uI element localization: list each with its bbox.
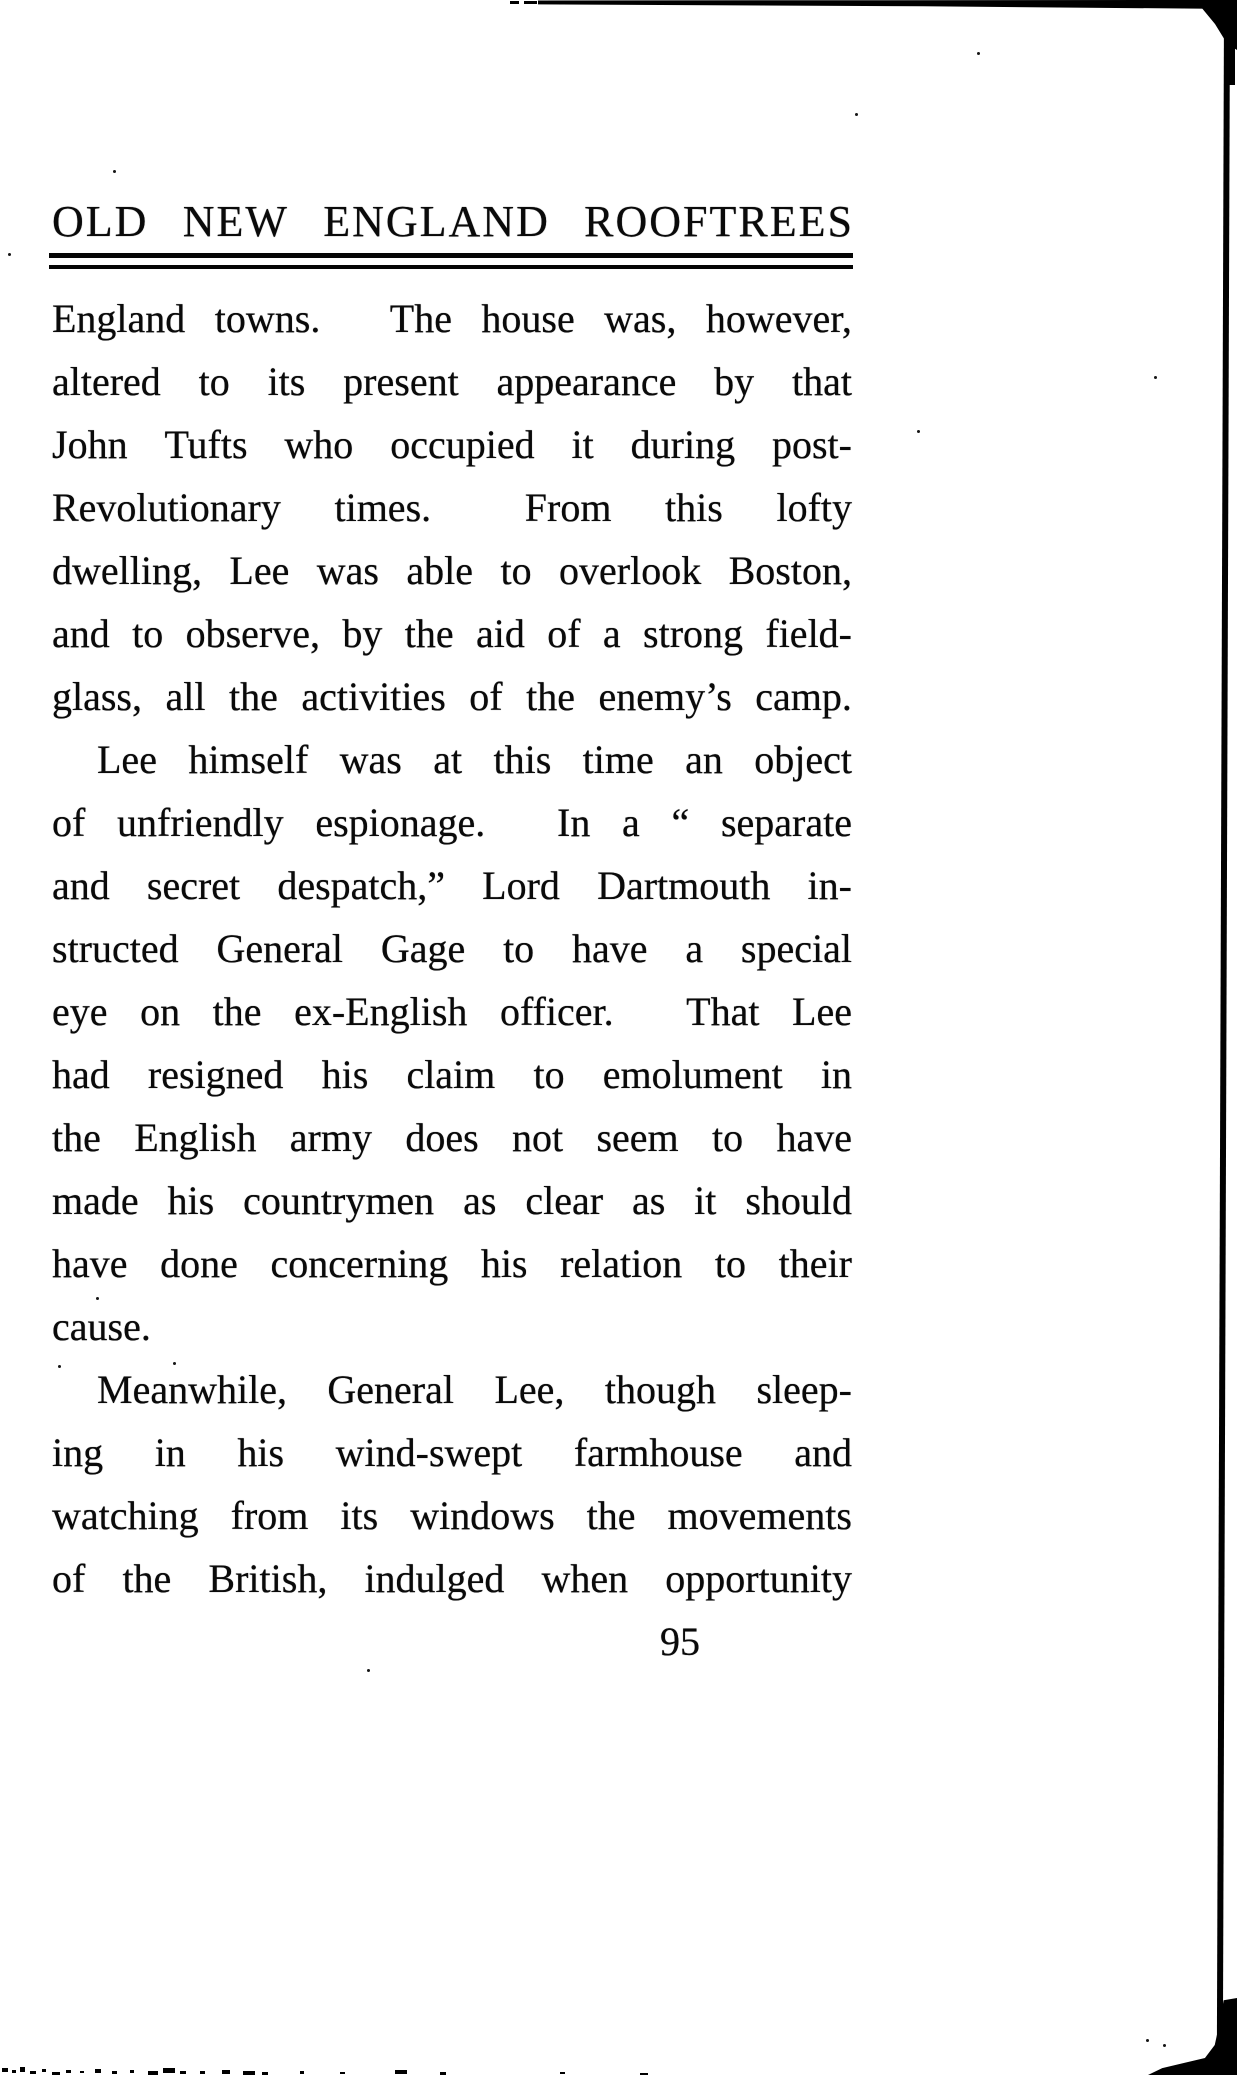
word: activities [301,674,446,719]
word: towns. [214,296,321,341]
word: on [140,989,181,1034]
word: to [714,1241,747,1286]
word: and [52,611,110,656]
word: lofty [776,485,852,530]
word: the [228,674,278,719]
word: by [714,359,755,404]
scan-speckle-band-mark [20,2067,25,2072]
scan-speckle-band-mark [180,2071,186,2074]
text-line [52,917,852,980]
word: the [526,674,575,719]
word: aid [475,611,525,656]
word: The [349,296,452,341]
word: and [52,863,110,908]
word: to [533,1052,565,1097]
text-line [52,1169,852,1232]
text-line [52,350,852,413]
text-line [52,1421,852,1484]
word: Lee [792,989,852,1034]
scan-speck [96,1297,99,1300]
word: ing [52,1430,104,1475]
word: strong [643,611,744,656]
word: a [685,926,704,971]
word: That [646,989,760,1034]
word: in [820,1052,852,1097]
scan-speckle-band-mark [243,2071,255,2075]
word: during [630,422,736,467]
text-line [52,665,852,728]
word: have [572,926,648,971]
word: the [404,611,454,656]
word: should [745,1178,852,1223]
word: however, [705,296,852,341]
word: have [776,1115,852,1160]
scan-speck [1146,2039,1149,2042]
word: movements [667,1493,852,1538]
word: in [154,1430,186,1475]
word: the [586,1493,636,1538]
scan-speckle-band-mark [130,2070,134,2073]
scan-speckle-band-mark [148,2071,158,2075]
word: countrymen [243,1178,435,1223]
word: his [321,1052,369,1097]
word: their [778,1241,852,1286]
word: his [480,1241,528,1286]
word: seem [596,1115,679,1160]
word: opportunity [665,1556,852,1601]
word: dwelling, [52,548,202,593]
word: army [289,1115,372,1160]
word: “ [671,800,690,845]
word: it [694,1178,717,1223]
word: Meanwhile, [97,1367,287,1412]
word: camp. [755,674,852,719]
word: house [481,296,575,341]
word: Boston, [728,548,852,593]
scan-speckle-band-mark [2,2068,8,2072]
text-line [52,1043,852,1106]
word: concerning [270,1241,449,1286]
word: the [52,1115,101,1160]
word: at [433,737,463,782]
text-line [52,1484,852,1547]
scan-artifact-right-edge-line-thick [1228,10,1235,85]
word: was [316,548,379,593]
word: to [132,611,164,656]
word: who [284,422,354,467]
scan-speckle-band-mark [395,2070,407,2074]
word: not [512,1115,564,1160]
word: himself [188,737,309,782]
text-line [52,1232,852,1295]
word: the [122,1556,172,1601]
word: made [52,1178,139,1223]
word: indulged [364,1556,505,1601]
word: relation [560,1241,683,1286]
text-line [52,728,852,791]
word: as [631,1178,666,1223]
word: From [484,485,612,530]
text-line [52,1106,852,1169]
word: despatch,” [277,863,446,908]
word: time [582,737,654,782]
word: present [343,359,459,404]
word: windows [410,1493,555,1538]
word: a [602,611,621,656]
word: John [52,422,128,467]
word: sleep- [756,1367,852,1412]
word: Revolutionary [52,485,281,530]
word: British, [208,1556,328,1601]
scan-artifact-right-edge-line [1217,8,1230,2075]
word: to [500,548,532,593]
scan-speckle-band-mark [222,2070,230,2074]
word: resigned [147,1052,284,1097]
word: its [267,359,306,404]
scan-speck [1163,2044,1166,2047]
scan-speckle-band-mark [30,2071,36,2074]
word: farmhouse [573,1430,743,1475]
word: able [406,548,474,593]
text-line [52,413,852,476]
word: had [52,1052,110,1097]
title-rule-bottom [49,265,853,270]
word: Lord [482,863,560,908]
body-text [52,287,852,1673]
text-line [52,1547,852,1610]
word: done [160,1241,238,1286]
text-line [52,854,852,917]
word: all [165,674,206,719]
word: ex-English [294,989,468,1034]
text-line [52,1358,852,1421]
word: his [167,1178,215,1223]
word: claim [406,1052,496,1097]
word: that [791,359,852,404]
scan-speck [855,113,858,116]
word: was, [604,296,677,341]
scan-speckle-band-mark [200,2071,205,2074]
word: In [517,800,591,845]
scan-speckle-band-mark [95,2069,101,2073]
scan-artifact-top-dash [510,1,519,4]
word: this [665,485,723,530]
word: have [52,1241,128,1286]
word: Tufts [164,422,248,467]
scan-artifact-top-dash [524,1,537,4]
word: his [237,1430,285,1475]
word: clear [525,1178,604,1223]
word: of [469,674,503,719]
text-line [52,287,852,350]
word: was [339,737,402,782]
word: General [216,926,344,971]
scan-speckle-band-mark [560,2072,565,2074]
text-line [52,1295,852,1358]
word: glass, [52,674,142,719]
word: times. [334,485,432,530]
word: wind-swept [335,1430,523,1475]
word: occupied [390,422,535,467]
word: ROOFTREES [584,197,854,246]
word: structed [52,926,179,971]
scan-artifact-bottom-right-wedge [1148,1998,1237,2075]
word: an [685,737,723,782]
word: it [571,422,594,467]
word: overlook [559,548,702,593]
word: OLD [52,197,149,246]
scan-speckle-band-mark [300,2071,304,2074]
word: the [212,989,262,1034]
word: Lee [229,548,290,593]
word: separate [720,800,852,845]
word: post- [771,422,852,467]
scan-speckle-band-mark [340,2072,345,2074]
word: by [342,611,383,656]
word: a [622,800,640,845]
word: Gage [380,926,466,971]
scan-speck [8,253,11,256]
text-line [52,539,852,602]
word: special [740,926,852,971]
word: to [198,359,230,404]
word: officer. [499,989,614,1034]
word: Lee, [494,1367,565,1412]
scan-speck [173,1362,176,1365]
page-number: 95 [660,1619,700,1664]
word: enemy’s [598,674,732,719]
scan-speckle-band-mark [66,2070,71,2073]
word: English [134,1115,257,1160]
text-line [52,602,852,665]
scan-speck [1154,376,1157,379]
scan-speckle-band-mark [112,2071,117,2074]
word: field- [765,611,852,656]
word: appearance [496,359,677,404]
scan-speck [367,1669,370,1672]
title-rule-top [49,253,853,258]
word: when [541,1556,629,1601]
word: General [327,1367,454,1412]
scan-artifact-top-bar [538,0,1237,9]
scan-speck [977,52,980,55]
word: watching [52,1493,199,1538]
word: in- [807,863,852,908]
scan-speckle-band-mark [80,2071,84,2073]
word: cause. [52,1304,151,1349]
scan-speckle-band-mark [163,2068,175,2073]
word: to [712,1115,744,1160]
word: its [340,1493,379,1538]
word: espionage. [315,800,486,845]
scan-speck [917,430,920,433]
text-line [52,791,852,854]
word: this [493,737,552,782]
scan-speckle-band-mark [12,2070,16,2073]
word: secret [146,863,241,908]
word: England [52,296,186,341]
word: altered [52,359,161,404]
word: of [52,1556,86,1601]
word: from [230,1493,309,1538]
word: ENGLAND [323,197,550,246]
word: Dartmouth [597,863,771,908]
scan-speck [58,1365,61,1368]
word: as [463,1178,497,1223]
word: NEW [182,197,289,246]
word: though [604,1367,716,1412]
word: of [52,800,86,845]
word: of [547,611,581,656]
word: does [405,1115,479,1160]
page-title [52,196,854,248]
word: unfriendly [117,800,284,845]
text-line [52,476,852,539]
word: observe, [185,611,321,656]
text-line [52,980,852,1043]
word: object [754,737,852,782]
word: eye [52,989,108,1034]
scan-speckle-band-mark [42,2069,46,2072]
word: Lee [97,737,157,782]
word: to [503,926,535,971]
word: and [794,1430,852,1475]
scan-speck [113,170,116,173]
word: emolument [602,1052,783,1097]
